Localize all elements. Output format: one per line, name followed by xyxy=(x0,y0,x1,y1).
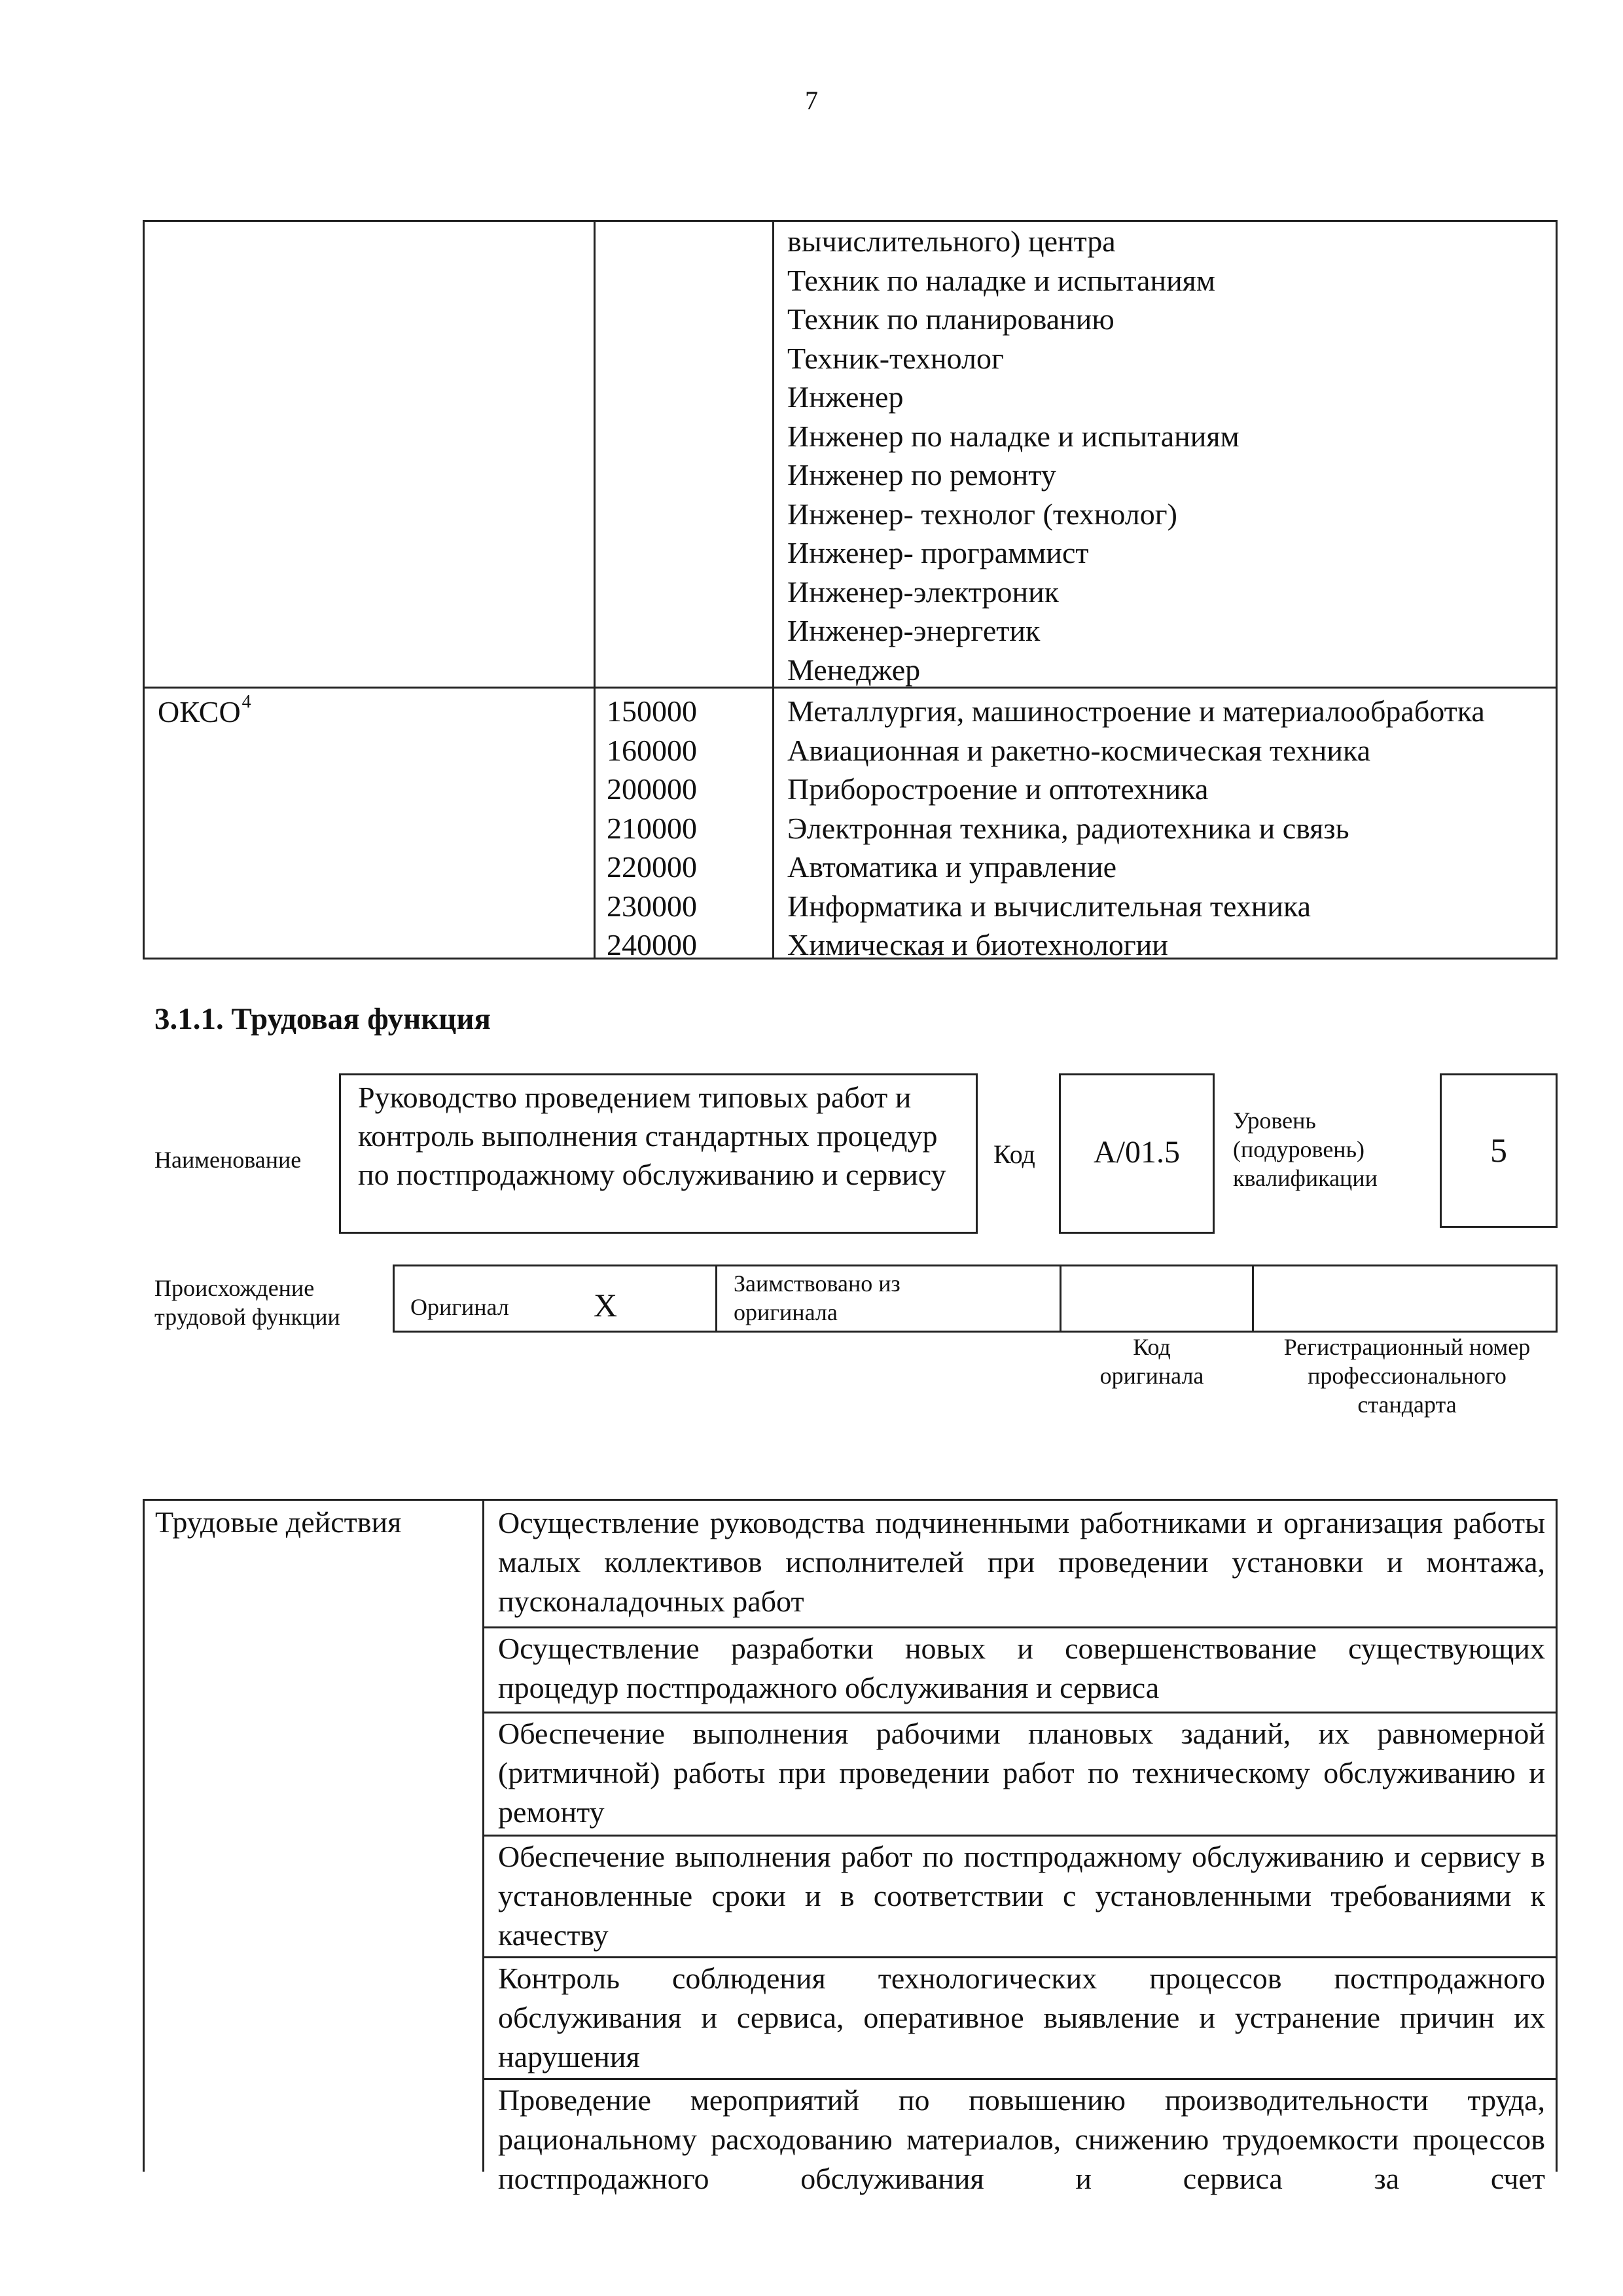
list-item: Техник по планированию xyxy=(787,302,1115,336)
original-mark: X xyxy=(594,1287,618,1323)
name-label: Наименование xyxy=(154,1147,302,1173)
code-caption: Код оригинала xyxy=(1099,1334,1204,1389)
okso-names-list xyxy=(787,692,1485,965)
table-divider xyxy=(1060,1266,1061,1331)
okso-name: Автоматика и управление xyxy=(787,850,1117,884)
level-box xyxy=(1440,1073,1558,1228)
okso-code: 160000 xyxy=(607,733,697,767)
table-divider xyxy=(482,1956,1556,1958)
borrowed-label: Заимствовано из оригинала xyxy=(734,1270,901,1325)
code-label: Код xyxy=(993,1139,1035,1169)
list-item: вычислительного) центра xyxy=(787,224,1116,258)
labor-actions-table xyxy=(143,1499,1558,2195)
okso-name: Приборостроение и оптотехника xyxy=(787,772,1209,806)
table-divider xyxy=(482,2078,1556,2080)
original-label: Оригинал xyxy=(410,1294,509,1320)
function-name: Руководство проведением типовых работ и контроль выполнения стандартных процедур по постпродажному обслуживанию и сервису xyxy=(358,1081,946,1191)
labor-actions-label: Трудовые действия xyxy=(155,1505,402,1539)
list-item: Инженер по наладке и испытаниям xyxy=(787,419,1240,453)
okso-label xyxy=(158,692,251,729)
origin-row xyxy=(393,1265,1558,1333)
list-item: Техник по наладке и испытаниям xyxy=(787,263,1215,297)
okso-code: 220000 xyxy=(607,850,697,884)
table-row: Обеспечение выполнения работ по постпродажному обслуживанию и сервису в установленные сроки и в соответствии с установленными требованиями к качеству xyxy=(498,1840,1545,1952)
table-divider xyxy=(482,1626,1556,1628)
table-divider xyxy=(715,1266,717,1331)
list-item: Инженер xyxy=(787,380,904,414)
list-item: Инженер по ремонту xyxy=(787,458,1056,492)
page-number: 7 xyxy=(805,86,818,115)
table-divider xyxy=(772,222,774,958)
level-label: Уровень (подуровень) квалификации xyxy=(1233,1107,1378,1191)
table-row: Контроль соблюдения технологических процессов постпродажного обслуживания и сервиса, оперативное выявление и устранение причин их нарушения xyxy=(498,1962,1545,2073)
job-titles-list xyxy=(787,222,1240,689)
list-item: Инженер-электроник xyxy=(787,575,1060,609)
table-divider xyxy=(1252,1266,1254,1331)
list-item: Менеджер xyxy=(787,653,921,687)
section-heading: 3.1.1. Трудовая функция xyxy=(154,1002,491,1036)
occupations-table xyxy=(143,220,1558,960)
list-item: Инженер- программист xyxy=(787,536,1089,569)
level-value: 5 xyxy=(1490,1132,1507,1170)
list-item: Инженер-энергетик xyxy=(787,614,1041,647)
okso-name: Металлургия, машиностроение и материалообработка xyxy=(787,694,1485,728)
okso-name: Информатика и вычислительная техника xyxy=(787,889,1311,923)
okso-name: Электронная техника, радиотехника и связь xyxy=(787,811,1349,845)
function-code: А/01.5 xyxy=(1094,1135,1180,1170)
origin-label: Происхождение трудовой функции xyxy=(154,1275,340,1330)
okso-code: 230000 xyxy=(607,889,697,923)
footnote-marker: 4 xyxy=(241,692,251,712)
table-divider xyxy=(594,222,596,958)
list-item: Техник-технолог xyxy=(787,341,1004,375)
okso-code: 200000 xyxy=(607,772,697,806)
function-code-box xyxy=(1059,1073,1215,1234)
table-row: Обеспечение выполнения рабочими плановых заданий, их равномерной (ритмичной) работы при проведении работ по техническому обслуживанию и ремонту xyxy=(498,1717,1545,1829)
list-item: Инженер- технолог (технолог) xyxy=(787,497,1177,531)
okso-label-text: ОКСО xyxy=(158,695,241,728)
table-row: Проведение мероприятий по повышению производительности труда, рациональному расходованию материалов, снижению трудоемкости процессов постпродажного обслуживания и сервиса за счет xyxy=(498,2083,1545,2195)
okso-code: 210000 xyxy=(607,811,697,845)
table-divider xyxy=(482,1835,1556,1837)
okso-name: Химическая и биотехнологии xyxy=(787,928,1168,961)
okso-name: Авиационная и ракетно-космическая техника xyxy=(787,733,1371,767)
function-name-box xyxy=(339,1073,978,1234)
table-divider xyxy=(482,1712,1556,1713)
table-row: Осуществление руководства подчиненными работниками и организация работы малых коллективов исполнителей при проведении установки и монтажа, пусконаладочных работ xyxy=(498,1506,1545,1618)
okso-code: 240000 xyxy=(607,928,697,961)
okso-codes-list xyxy=(607,692,697,965)
table-row: Осуществление разработки новых и совершенствование существующих процедур постпродажного обслуживания и сервиса xyxy=(498,1632,1545,1704)
okso-code: 150000 xyxy=(607,694,697,728)
reg-number-caption: Регистрационный номер профессионального стандарта xyxy=(1283,1334,1531,1418)
